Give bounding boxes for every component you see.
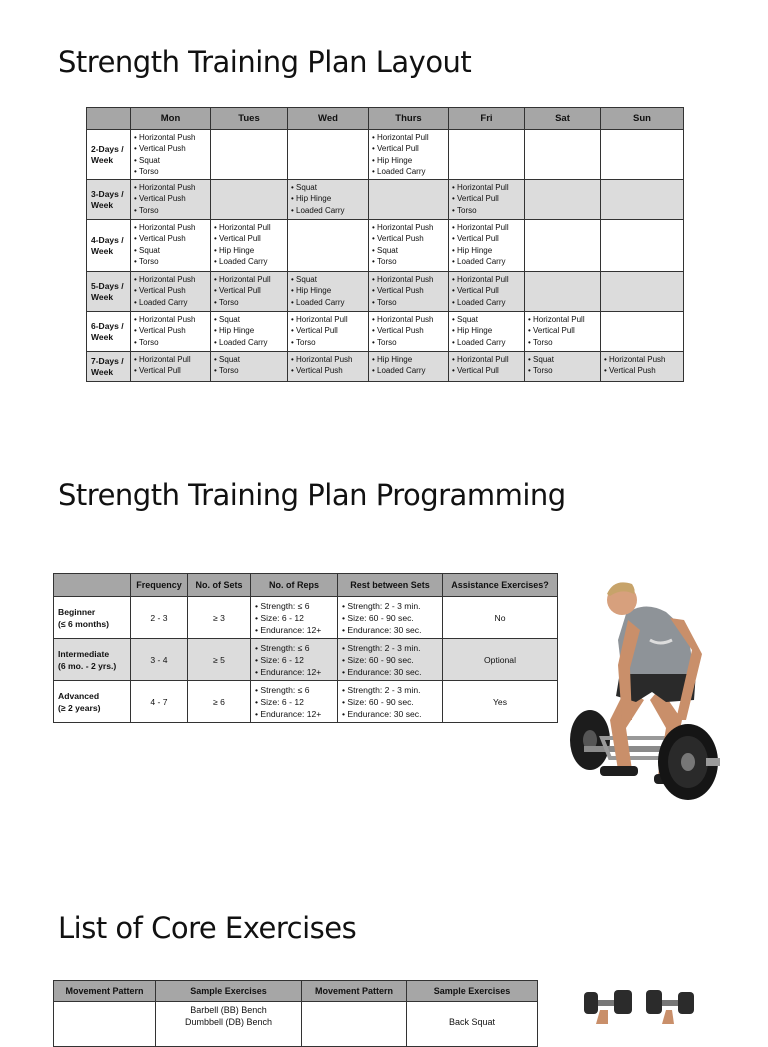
exercise-cell xyxy=(288,312,369,352)
man-deadlift-icon xyxy=(566,570,722,802)
exercise-item: • Loaded Carry xyxy=(291,297,365,308)
exercise-cell xyxy=(369,180,449,220)
reps-item: • Strength: ≤ 6 xyxy=(255,642,333,654)
table-header-row xyxy=(87,108,684,130)
exercise-cell xyxy=(211,272,288,312)
experience-level-cell xyxy=(54,681,131,723)
exercise-item: • Horizontal Push xyxy=(134,314,207,325)
experience-duration: (≤ 6 months) xyxy=(58,618,110,629)
core-exercises-table xyxy=(53,980,538,1047)
exercise-list xyxy=(134,132,207,177)
rest-item: • Endurance: 30 sec. xyxy=(342,624,438,636)
exercise-item: • Horizontal Pull xyxy=(134,354,207,365)
exercise-item: • Vertical Push xyxy=(372,285,445,296)
exercise-cell xyxy=(449,272,525,312)
exercise-cell xyxy=(369,130,449,180)
column-header: No. of Reps xyxy=(251,574,338,597)
exercise-list xyxy=(214,274,284,308)
exercise-list xyxy=(291,314,365,348)
exercise-cell xyxy=(131,220,211,272)
exercise-cell xyxy=(211,130,288,180)
exercise-cell xyxy=(369,220,449,272)
exercise-item: • Torso xyxy=(134,166,207,177)
day-header: Sun xyxy=(601,108,684,130)
day-header: Tues xyxy=(211,108,288,130)
table-row xyxy=(54,681,558,723)
exercise-list xyxy=(528,314,597,348)
exercise-item: • Torso xyxy=(372,337,445,348)
exercise-cell xyxy=(601,312,684,352)
exercise-cell xyxy=(211,312,288,352)
exercise-item: • Vertical Push xyxy=(372,325,445,336)
rest-item: • Size: 60 - 90 sec. xyxy=(342,696,438,708)
exercise-item: • Horizontal Pull xyxy=(214,274,284,285)
exercise-item: • Vertical Pull xyxy=(134,365,207,376)
exercise-list xyxy=(452,354,521,377)
rest-item: • Size: 60 - 90 sec. xyxy=(342,612,438,624)
rest-item: • Endurance: 30 sec. xyxy=(342,666,438,678)
table-row xyxy=(54,597,558,639)
exercise-list xyxy=(372,314,445,348)
exercise-item: • Torso xyxy=(452,205,521,216)
exercise-item: • Horizontal Push xyxy=(134,182,207,193)
exercise-item: • Torso xyxy=(372,297,445,308)
exercise-cell xyxy=(288,180,369,220)
rest-list xyxy=(342,642,438,678)
rest-list xyxy=(342,600,438,636)
exercise-item: • Horizontal Push xyxy=(291,354,365,365)
exercise-item: • Vertical Pull xyxy=(452,365,521,376)
exercise-cell xyxy=(211,220,288,272)
exercise-item: • Vertical Push xyxy=(134,193,207,204)
reps-item: • Endurance: 12+ xyxy=(255,708,333,720)
reps-item: • Endurance: 12+ xyxy=(255,624,333,636)
reps-item: • Size: 6 - 12 xyxy=(255,654,333,666)
table-row xyxy=(87,220,684,272)
exercise-item: • Horizontal Pull xyxy=(214,222,284,233)
exercise-item: • Loaded Carry xyxy=(134,297,207,308)
exercise-list xyxy=(291,274,365,308)
exercise-list xyxy=(528,354,597,377)
reps-item: • Size: 6 - 12 xyxy=(255,612,333,624)
exercise-item: • Squat xyxy=(134,155,207,166)
column-header: Sample Exercises xyxy=(156,981,302,1002)
exercise-item: • Squat xyxy=(214,354,284,365)
exercise-item: • Horizontal Push xyxy=(134,132,207,143)
exercise-item: • Horizontal Pull xyxy=(452,182,521,193)
exercise-item: • Vertical Pull xyxy=(372,143,445,154)
exercise-list xyxy=(452,314,521,348)
experience-duration: (≥ 2 years) xyxy=(58,702,101,713)
programming-table xyxy=(53,573,558,723)
exercise-item: • Loaded Carry xyxy=(452,337,521,348)
experience-duration: (6 mo. - 2 yrs.) xyxy=(58,660,117,671)
exercise-cell xyxy=(525,272,601,312)
rest-cell xyxy=(338,681,443,723)
exercise-item: • Loaded Carry xyxy=(372,166,445,177)
sample-exercises-cell xyxy=(156,1002,302,1047)
table-row xyxy=(54,1002,538,1047)
exercise-list xyxy=(134,354,207,377)
column-header: Rest between Sets xyxy=(338,574,443,597)
exercise-item: • Vertical Push xyxy=(291,365,365,376)
experience-level: Intermediate xyxy=(58,648,110,659)
exercise-item: • Horizontal Pull xyxy=(291,314,365,325)
exercise-item: • Squat xyxy=(291,182,365,193)
plan-frequency-label: 4-Days / Week xyxy=(87,220,131,272)
table-row xyxy=(87,180,684,220)
training-layout-table xyxy=(86,107,684,382)
table-row xyxy=(87,312,684,352)
exercise-list xyxy=(134,314,207,348)
experience-level-cell xyxy=(54,639,131,681)
exercise-list xyxy=(214,314,284,348)
exercise-item: • Horizontal Pull xyxy=(528,314,597,325)
exercise-item: • Squat xyxy=(452,314,521,325)
plan-frequency-label: 5-Days / Week xyxy=(87,272,131,312)
exercise-item: • Squat xyxy=(372,245,445,256)
exercise-item: • Hip Hinge xyxy=(372,354,445,365)
plan-frequency-label: 7-Days / Week xyxy=(87,352,131,382)
exercise-cell xyxy=(131,352,211,382)
exercise-cell xyxy=(525,220,601,272)
exercise-list xyxy=(291,354,365,377)
day-header: Thurs xyxy=(369,108,449,130)
exercise-item: • Loaded Carry xyxy=(214,256,284,267)
exercise-item: • Loaded Carry xyxy=(291,205,365,216)
exercise-list xyxy=(372,274,445,308)
exercise-cell xyxy=(449,352,525,382)
sets-cell: ≥ 5 xyxy=(188,639,251,681)
exercise-item: • Vertical Push xyxy=(134,233,207,244)
exercise-item: • Torso xyxy=(372,256,445,267)
exercise-list xyxy=(372,222,445,267)
exercise-name: Barbell (BB) Bench xyxy=(190,1005,267,1015)
exercise-cell xyxy=(131,130,211,180)
exercise-item: • Horizontal Push xyxy=(134,274,207,285)
reps-item: • Strength: ≤ 6 xyxy=(255,684,333,696)
exercise-item: • Torso xyxy=(528,337,597,348)
rest-cell xyxy=(338,639,443,681)
day-header: Fri xyxy=(449,108,525,130)
exercise-list xyxy=(134,222,207,267)
frequency-cell: 3 - 4 xyxy=(131,639,188,681)
section-title-core-exercises: List of Core Exercises xyxy=(58,911,357,945)
assistance-cell: No xyxy=(443,597,558,639)
plan-frequency-label: 3-Days / Week xyxy=(87,180,131,220)
exercise-item: • Hip Hinge xyxy=(214,245,284,256)
exercise-item: • Hip Hinge xyxy=(452,325,521,336)
day-header: Sat xyxy=(525,108,601,130)
exercise-cell xyxy=(131,180,211,220)
exercise-cell xyxy=(288,220,369,272)
exercise-list xyxy=(134,274,207,308)
exercise-item: • Vertical Pull xyxy=(528,325,597,336)
section-title-layout: Strength Training Plan Layout xyxy=(58,45,472,79)
sample-exercises-cell xyxy=(407,1002,538,1047)
exercise-cell xyxy=(525,312,601,352)
rest-list xyxy=(342,684,438,720)
experience-level: Advanced xyxy=(58,690,100,701)
experience-level-cell xyxy=(54,597,131,639)
assistance-cell: Yes xyxy=(443,681,558,723)
corner-header-cell xyxy=(87,108,131,130)
exercise-cell xyxy=(369,272,449,312)
movement-pattern-cell xyxy=(302,1002,407,1047)
day-header: Wed xyxy=(288,108,369,130)
exercise-item: • Horizontal Push xyxy=(372,222,445,233)
exercise-cell xyxy=(288,130,369,180)
exercise-item: • Loaded Carry xyxy=(452,297,521,308)
exercise-item: • Hip Hinge xyxy=(214,325,284,336)
exercise-cell xyxy=(525,352,601,382)
assistance-cell: Optional xyxy=(443,639,558,681)
exercise-cell xyxy=(211,352,288,382)
exercise-cell xyxy=(525,130,601,180)
exercise-item: • Horizontal Pull xyxy=(452,354,521,365)
reps-cell xyxy=(251,597,338,639)
table-row xyxy=(87,352,684,382)
exercise-list xyxy=(291,182,365,216)
exercise-item: • Horizontal Push xyxy=(604,354,680,365)
exercise-item: • Horizontal Push xyxy=(134,222,207,233)
exercise-list xyxy=(214,222,284,267)
exercise-item: • Horizontal Pull xyxy=(372,132,445,143)
column-header: Sample Exercises xyxy=(407,981,538,1002)
exercise-item: • Horizontal Push xyxy=(372,274,445,285)
sets-cell: ≥ 3 xyxy=(188,597,251,639)
reps-item: • Size: 6 - 12 xyxy=(255,696,333,708)
exercise-item: • Loaded Carry xyxy=(452,256,521,267)
section-title-programming: Strength Training Plan Programming xyxy=(58,478,566,512)
day-header: Mon xyxy=(131,108,211,130)
exercise-cell xyxy=(525,180,601,220)
column-header: Assistance Exercises? xyxy=(443,574,558,597)
exercise-list xyxy=(372,132,445,177)
exercise-cell xyxy=(601,180,684,220)
exercise-item: • Torso xyxy=(291,337,365,348)
exercise-item: • Vertical Push xyxy=(134,325,207,336)
exercise-item: • Torso xyxy=(134,337,207,348)
exercise-item: • Horizontal Pull xyxy=(452,222,521,233)
exercise-item: • Horizontal Push xyxy=(372,314,445,325)
exercise-list xyxy=(452,182,521,216)
exercise-cell xyxy=(211,180,288,220)
exercise-item: • Squat xyxy=(214,314,284,325)
column-header: Frequency xyxy=(131,574,188,597)
frequency-cell: 4 - 7 xyxy=(131,681,188,723)
rest-item: • Size: 60 - 90 sec. xyxy=(342,654,438,666)
exercise-item: • Loaded Carry xyxy=(372,365,445,376)
reps-item: • Endurance: 12+ xyxy=(255,666,333,678)
exercise-item: • Torso xyxy=(134,256,207,267)
exercise-item: • Vertical Pull xyxy=(452,285,521,296)
rest-item: • Strength: 2 - 3 min. xyxy=(342,600,438,612)
exercise-item: • Hip Hinge xyxy=(452,245,521,256)
exercise-item: • Vertical Push xyxy=(134,143,207,154)
exercise-item: • Vertical Pull xyxy=(214,285,284,296)
exercise-cell xyxy=(131,272,211,312)
exercise-item: • Torso xyxy=(528,365,597,376)
table-header-row xyxy=(54,981,538,1002)
exercise-item: • Loaded Carry xyxy=(214,337,284,348)
exercise-cell xyxy=(601,352,684,382)
exercise-item: • Vertical Pull xyxy=(214,233,284,244)
column-header: No. of Sets xyxy=(188,574,251,597)
exercise-name xyxy=(410,1004,534,1016)
table-row xyxy=(87,130,684,180)
table-header-row xyxy=(54,574,558,597)
column-header: Movement Pattern xyxy=(54,981,156,1002)
exercise-cell xyxy=(601,220,684,272)
exercise-list xyxy=(372,354,445,377)
frequency-cell: 2 - 3 xyxy=(131,597,188,639)
sets-cell: ≥ 6 xyxy=(188,681,251,723)
exercise-list xyxy=(134,182,207,216)
exercise-cell xyxy=(601,130,684,180)
reps-list xyxy=(255,684,333,720)
exercise-cell xyxy=(369,312,449,352)
exercise-list xyxy=(604,354,680,377)
exercise-item: • Vertical Pull xyxy=(291,325,365,336)
exercise-item: • Hip Hinge xyxy=(291,285,365,296)
plan-frequency-label: 2-Days / Week xyxy=(87,130,131,180)
table-row xyxy=(54,639,558,681)
reps-list xyxy=(255,642,333,678)
exercise-item: • Torso xyxy=(214,297,284,308)
exercise-item: • Squat xyxy=(291,274,365,285)
plan-frequency-label: 6-Days / Week xyxy=(87,312,131,352)
exercise-cell xyxy=(369,352,449,382)
rest-cell xyxy=(338,597,443,639)
table-row xyxy=(87,272,684,312)
exercise-item: • Hip Hinge xyxy=(291,193,365,204)
rest-item: • Strength: 2 - 3 min. xyxy=(342,642,438,654)
rest-item: • Strength: 2 - 3 min. xyxy=(342,684,438,696)
exercise-list xyxy=(452,222,521,267)
exercise-cell xyxy=(449,220,525,272)
exercise-name: Back Squat xyxy=(448,1017,496,1027)
exercise-cell xyxy=(449,312,525,352)
exercise-cell xyxy=(601,272,684,312)
dumbbell-press-icon xyxy=(578,984,702,1024)
exercise-item: • Vertical Push xyxy=(372,233,445,244)
column-header: Movement Pattern xyxy=(302,981,407,1002)
exercise-cell xyxy=(288,272,369,312)
reps-list xyxy=(255,600,333,636)
exercise-item: • Squat xyxy=(528,354,597,365)
exercise-list xyxy=(452,274,521,308)
exercise-item: • Vertical Push xyxy=(604,365,680,376)
exercise-list xyxy=(214,354,284,377)
exercise-item: • Torso xyxy=(214,365,284,376)
exercise-cell xyxy=(131,312,211,352)
reps-cell xyxy=(251,681,338,723)
exercise-cell xyxy=(449,180,525,220)
reps-item: • Strength: ≤ 6 xyxy=(255,600,333,612)
reps-cell xyxy=(251,639,338,681)
corner-header-cell xyxy=(54,574,131,597)
exercise-item: • Horizontal Pull xyxy=(452,274,521,285)
exercise-cell xyxy=(449,130,525,180)
exercise-item: • Squat xyxy=(134,245,207,256)
exercise-item: • Vertical Pull xyxy=(452,233,521,244)
exercise-item: • Torso xyxy=(134,205,207,216)
exercise-cell xyxy=(288,352,369,382)
rest-item: • Endurance: 30 sec. xyxy=(342,708,438,720)
exercise-item: • Vertical Pull xyxy=(452,193,521,204)
experience-level: Beginner xyxy=(58,606,96,617)
exercise-name: Dumbbell (DB) Bench xyxy=(184,1017,273,1027)
exercise-item: • Hip Hinge xyxy=(372,155,445,166)
movement-pattern-cell xyxy=(54,1002,156,1047)
exercise-item: • Vertical Push xyxy=(134,285,207,296)
